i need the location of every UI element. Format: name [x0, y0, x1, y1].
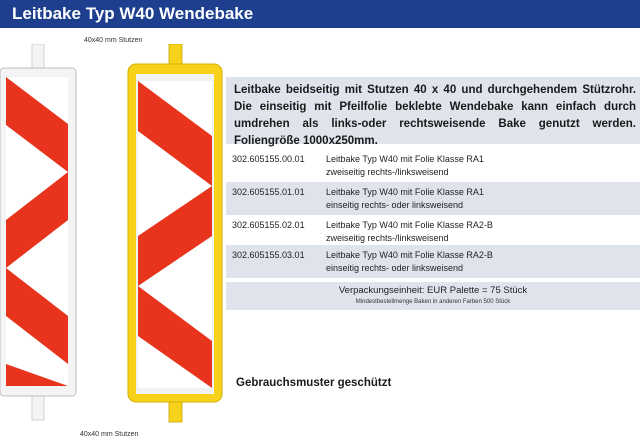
- product-row: [226, 215, 640, 248]
- description-text: Leitbake beidseitig mit Stutzen 40 x 40 und durchgehendem Stützrohr. Die einseitig mit Pfeilfolie beklebte Wendebake kann einfach durch umdrehen als links-oder rechtsweisende Bake genutzt werden. Foliengröße 1000x250mm.: [234, 84, 636, 147]
- product-name: Leitbake Typ W40 mit Folie Klasse RA1: [326, 187, 484, 197]
- product-row: [226, 149, 640, 182]
- product-variant: zweiseitig rechts-/linksweisend: [326, 167, 449, 177]
- product-code: 302.605155.03.01: [232, 250, 305, 260]
- product-row: [226, 245, 640, 278]
- stutzen-label-top: 40x40 mm Stutzen: [84, 37, 143, 44]
- beacon-yellow-frame: [120, 44, 230, 424]
- stutzen-label-bottom: 40x40 mm Stutzen: [80, 431, 139, 438]
- product-code: 302.605155.01.01: [232, 187, 305, 197]
- packaging-box: [226, 282, 640, 310]
- product-name: Leitbake Typ W40 mit Folie Klasse RA2-B: [326, 250, 493, 260]
- product-variant: zweiseitig rechts-/linksweisend: [326, 233, 449, 243]
- product-variant: einseitig rechts- oder linksweisend: [326, 263, 464, 273]
- beacon-white-frame: [0, 44, 80, 424]
- utility-model-note: Gebrauchsmuster geschützt: [236, 377, 392, 389]
- product-row: [226, 182, 640, 215]
- product-code: 302.605155.02.01: [232, 220, 305, 230]
- product-variant: einseitig rechts- oder linksweisend: [326, 200, 464, 210]
- page-title: Leitbake Typ W40 Wendebake: [12, 4, 254, 23]
- description-box: [226, 77, 640, 147]
- product-name: Leitbake Typ W40 mit Folie Klasse RA1: [326, 154, 484, 164]
- minimum-order-note: Mindestbestellmenge Baken in anderen Farben 500 Stück: [355, 299, 511, 305]
- product-name: Leitbake Typ W40 mit Folie Klasse RA2-B: [326, 220, 493, 230]
- packaging-unit: Verpackungseinheit: EUR Palette = 75 Stück: [338, 285, 528, 296]
- product-code: 302.605155.00.01: [232, 154, 305, 164]
- page-header: [0, 0, 640, 28]
